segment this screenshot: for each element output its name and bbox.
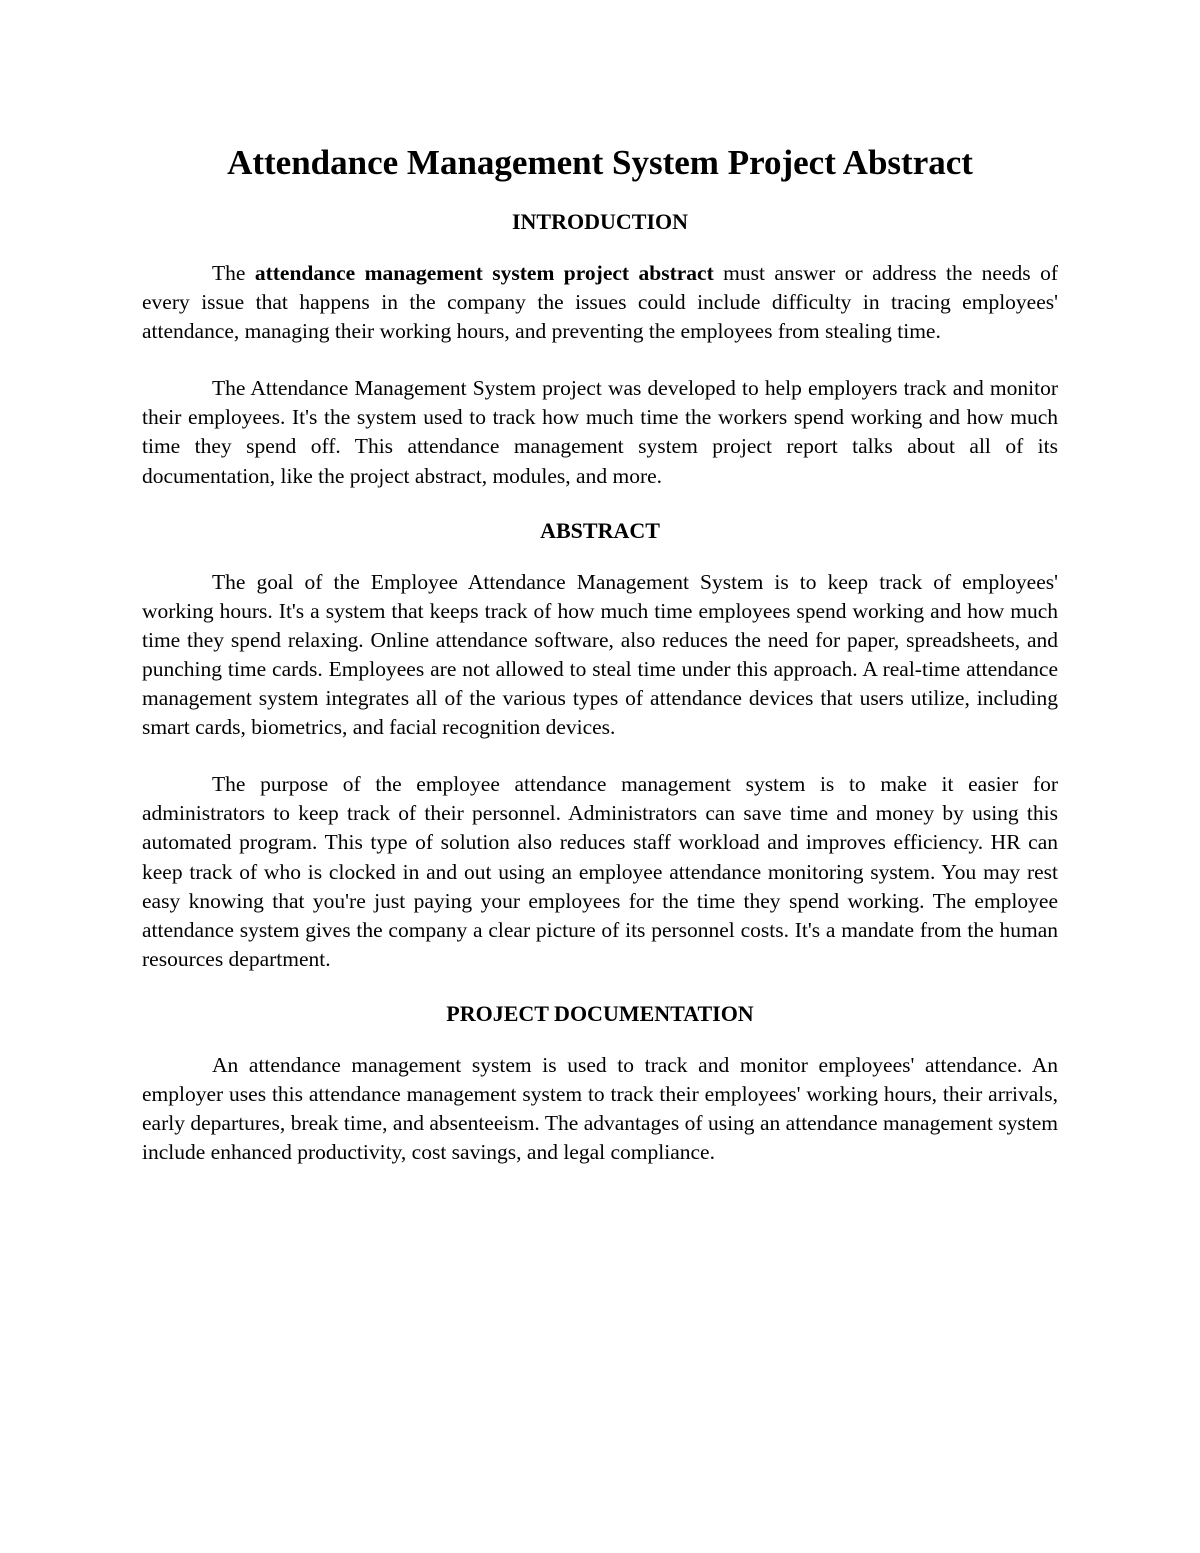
introduction-paragraph-2: The Attendance Management System project was developed to help employers track and monitor their employees. It's the system used to track how much time the workers spend working and how much time they spend off. This attendance management system project report talks about all of its documentation, like the project abstract, modules, and more. bbox=[142, 376, 1058, 488]
introduction-paragraph-1 bbox=[142, 259, 1058, 346]
document-title: Attendance Management System Project Abstract bbox=[227, 143, 973, 182]
section-heading-abstract: ABSTRACT bbox=[540, 517, 660, 543]
section-heading-project-documentation: PROJECT DOCUMENTATION bbox=[446, 1000, 754, 1026]
introduction-keyword: attendance management system project abstract bbox=[254, 261, 714, 285]
introduction-paragraph-1-lead: The bbox=[212, 261, 255, 285]
abstract-paragraph-2: The purpose of the employee attendance management system is to make it easier for administrators to keep track of their personnel. Administrators can save time and money by using this automated program. This type of solution also reduces staff workload and improves efficiency. HR can keep track of who is clocked in and out using an employee attendance monitoring system. You may rest easy knowing that you're just paying your employees for the time they spend working. The employee attendance system gives the company a clear picture of its personnel costs. It's a mandate from the human resources department. bbox=[142, 772, 1058, 971]
introduction-paragraph-1-rest: must answer or address the needs of every issue that happens in the company the issues could include difficulty in tracing employees' attendance, managing their working hours, and preventing the employees from stealing time. bbox=[142, 261, 1058, 344]
document-body bbox=[142, 140, 1058, 1167]
section-heading-introduction: INTRODUCTION bbox=[511, 209, 689, 234]
abstract-paragraph-1: The goal of the Employee Attendance Management System is to keep track of employees' working hours. It's a system that keeps track of how much time employees spend working and how much time they spend relaxing. Online attendance software, also reduces the need for paper, spreadsheets, and punching time cards. Employees are not allowed to steal time under this approach. A real-time attendance management system integrates all of the various types of attendance devices that users utilize, including smart cards, biometrics, and facial recognition devices. bbox=[142, 569, 1058, 740]
project-documentation-paragraph-1: An attendance management system is used to track and monitor employees' attendance. An employer uses this attendance management system to track their employees' working hours, their arrivals, early departures, break time, and absenteeism. The advantages of using an attendance management system include enhanced productivity, cost savings, and legal compliance. bbox=[142, 1052, 1058, 1165]
